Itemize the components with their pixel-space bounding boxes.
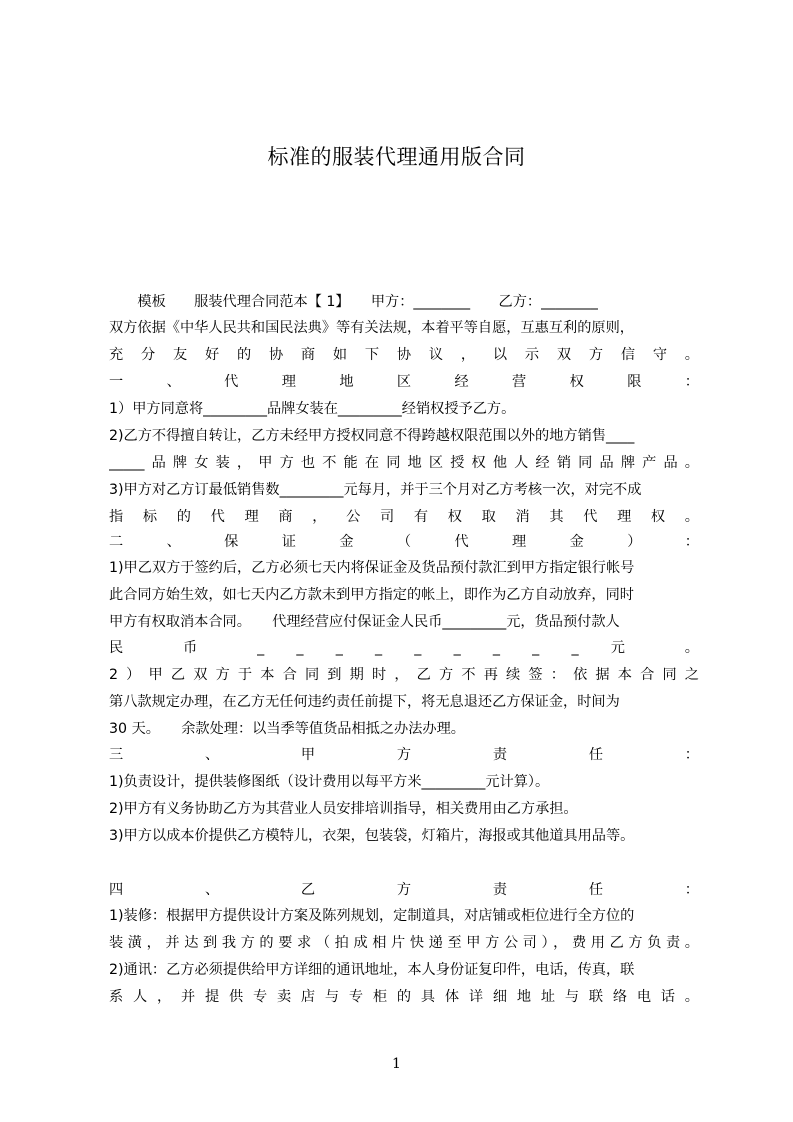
body-line: 2)通讯：乙方必须提供给甲方详细的通讯地址，本人身份证复印件，电话，传真，联 bbox=[109, 962, 635, 978]
section-heading: 三 、 甲 方 责 任 ： bbox=[109, 747, 699, 763]
body-line: 此合同方始生效，如七天内乙方款未到甲方指定的帐上，即作为乙方自动放弃，同时 bbox=[109, 587, 634, 603]
section-heading: 二 、 保 证 金 （ 代 理 金 ） ： bbox=[109, 534, 699, 550]
document-title: 标准的服装代理通用版合同 bbox=[267, 145, 526, 169]
section-heading: 四 、 乙 方 责 任 ： bbox=[109, 882, 699, 898]
body-line: 第八款规定办理，在乙方无任何违约责任前提下，将无息退还乙方保证金，时间为 bbox=[109, 694, 620, 710]
body-line: 1）甲方同意将_________品牌女装在_________经销权授予乙方。 bbox=[109, 401, 516, 417]
body-line: 充 分 友 好 的 协 商 如 下 协 议 ， 以 示 双 方 信 守 。 bbox=[109, 347, 699, 363]
body-line: _____品牌女装，甲方也不能在同地区授权他人经销同品牌产品。 bbox=[109, 455, 699, 471]
body-line: 指 标 的 代 理 商 ， 公 司 有 权 取 消 其 代 理 权 。 bbox=[109, 509, 699, 525]
body-line: 1)甲乙双方于签约后，乙方必须七天内将保证金及货品预付款汇到甲方指定银行帐号 bbox=[109, 560, 635, 576]
body-line: 2)乙方不得擅自转让，乙方未经甲方授权同意不得跨越权限范围以外的地方销售____ bbox=[109, 428, 635, 444]
body-line: 双方依据《中华人民共和国民法典》等有关法规，本着平等自愿，互惠互利的原则， bbox=[109, 320, 634, 336]
body-line: 2）甲乙双方于本合同到期时，乙方不再续签：依据本合同之 bbox=[109, 667, 699, 683]
body-line: 甲方有权取消本合同。 代理经营应付保证金人民币_________元，货品预付款人 bbox=[109, 614, 620, 630]
body-line: 1)装修：根据甲方提供设计方案及陈列规划，定制道具，对店铺或柜位进行全方位的 bbox=[109, 908, 635, 924]
body-line: 模板 服装代理合同范本【 1】 甲方：________ 乙方：________ bbox=[109, 294, 598, 310]
body-line: 3)甲方以成本价提供乙方模特儿，衣架，包装袋，灯箱片，海报或其他道具用品等。 bbox=[109, 828, 635, 844]
section-heading: 一 、 代 理 地 区 经 营 权 限 ： bbox=[109, 374, 699, 390]
body-line: 1)负责设计，提供装修图纸（设计费用以每平方米_________元计算）。 bbox=[109, 774, 550, 790]
body-line: 系 人 ， 并 提 供 专 卖 店 与 专 柜 的 具 体 详 细 地 址 与 联 络 电 话 。 bbox=[109, 989, 699, 1005]
page-number: 1 bbox=[392, 1056, 401, 1072]
body-line: 2)甲方有义务协助乙方为其营业人员安排培训指导，相关费用由乙方承担。 bbox=[109, 801, 578, 817]
body-line: 民 币 _ _ _ _ _ _ _ _ _ 元 。 bbox=[109, 640, 699, 656]
body-line: 3)甲方对乙方订最低销售数_________元每月，并于三个月对乙方考核一次，对完不成 bbox=[109, 482, 642, 498]
body-line: 30 天。 余款处理：以当季等值货品相抵之办法办理。 bbox=[109, 721, 465, 737]
body-line: 装潢，并达到我方的要求（拍成相片快递至甲方公司），费用乙方负责。 bbox=[109, 935, 699, 951]
